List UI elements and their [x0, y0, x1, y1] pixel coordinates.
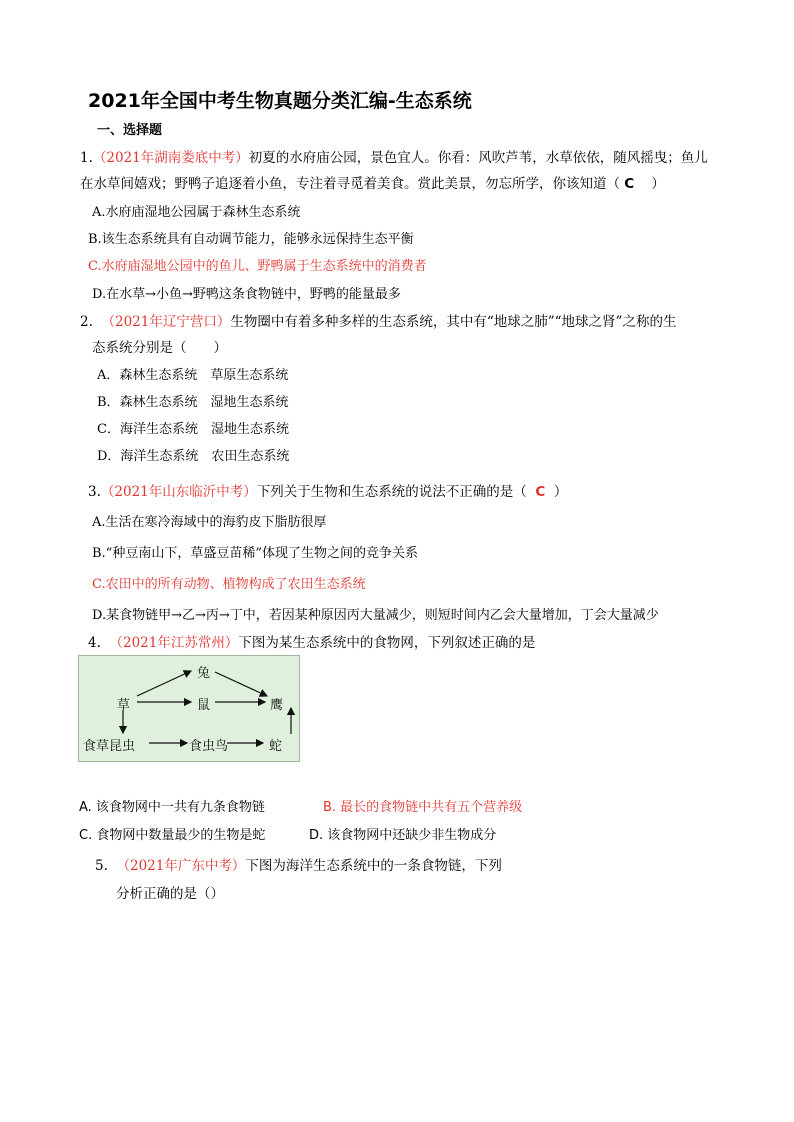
q2-line1 [80, 310, 676, 330]
q5-line2: 分析正确的是（） [116, 886, 224, 902]
q2-stem-1: 生物圈中有着多种多样的生态系统，其中有“地球之肺”“地球之肾”之称的生 [230, 314, 677, 330]
q3-option-a: A.生活在寒冷海域中的海豹皮下脂肪很厚 [92, 515, 327, 530]
arrow-rabbit-hawk [215, 672, 267, 696]
section-heading: 一、选择题 [97, 123, 163, 138]
q3-option-c: C.农田中的所有动物、植物构成了农田生态系统 [92, 577, 366, 592]
q1-option-d: D.在水草→小鱼→野鸭这条食物链中，野鸭的能量最多 [92, 287, 401, 302]
q2-option-c: C．海洋生态系统 湿地生态系统 [97, 422, 289, 437]
q2-option-d: D．海洋生态系统 农田生态系统 [97, 449, 290, 464]
q4-option-d: D. 该食物网中还缺少非生物成分 [309, 828, 497, 843]
q3-answer: C [535, 484, 546, 500]
q5-number: 5. [95, 858, 108, 874]
q4-option-a: A. 该食物网中一共有九条食物链 [79, 800, 265, 815]
node-mouse: 鼠 [197, 698, 211, 713]
q3-option-d: D.某食物链甲→乙→丙→丁中，若因某种原因丙大量减少，则短时间内乙会大量增加，丁会大量减少 [92, 608, 659, 623]
q2-option-a: A．森林生态系统 草原生态系统 [97, 368, 289, 383]
q2-line2: 态系统分别是（ ） [92, 340, 227, 356]
document-title: 2021年全国中考生物真题分类汇编-生态系统 [88, 90, 472, 112]
node-insect: 食草昆虫 [83, 739, 136, 754]
q1-number: 1. [80, 150, 93, 166]
q3-stem-close: ） [553, 484, 568, 500]
q1-stem-1: 初夏的水府庙公园，景色宜人。你看：风吹芦苇，水草依依，随风摇曳；鱼儿 [248, 150, 708, 166]
q4-source: （2021年江苏常州） [109, 635, 239, 651]
q2-source: （2021年辽宁营口） [101, 314, 231, 330]
q3-number: 3. [88, 484, 101, 500]
q5-source: （2021年广东中考） [116, 858, 246, 874]
q5-line1 [95, 854, 502, 874]
q5-stem-1: 下图为海洋生态系统中的一条食物链，下列 [245, 858, 502, 874]
q1-source: （2021年湖南娄底中考） [92, 150, 249, 166]
q1-option-c: C.水府庙湿地公园中的鱼儿、野鸭属于生态系统中的消费者 [88, 259, 427, 274]
q1-line2 [80, 172, 665, 192]
q3-line1 [88, 480, 567, 500]
q3-option-b: B.“种豆南山下，草盛豆苗稀”体现了生物之间的竞争关系 [92, 546, 418, 561]
q2-option-b: B．森林生态系统 湿地生态系统 [97, 395, 289, 410]
food-web-diagram [78, 655, 300, 762]
q1-stem-2: 在水草间嬉戏；野鸭子追逐着小鱼，专注着寻觅着美食。赏此美景，勿忘所学，你该知道（ [80, 176, 620, 192]
q1-option-b: B.该生态系统具有自动调节能力，能够永远保持生态平衡 [88, 232, 414, 247]
node-hawk: 鹰 [270, 698, 284, 713]
arrow-grass-rabbit [137, 671, 191, 696]
q4-stem: 下图为某生态系统中的食物网，下列叙述正确的是 [238, 635, 536, 651]
q3-stem: 下列关于生物和生态系统的说法不正确的是（ [256, 484, 527, 500]
node-bird: 食虫鸟 [189, 739, 229, 754]
q1-stem-close: ） [651, 176, 665, 192]
q1-option-a: A.水府庙湿地公园属于森林生态系统 [92, 205, 301, 220]
q4-number: 4. [88, 635, 101, 651]
node-grass: 草 [117, 698, 131, 713]
q3-source: （2021年山东临沂中考） [100, 484, 257, 500]
q1-line1 [80, 146, 708, 166]
q4-option-c: C. 食物网中数量最少的生物是蛇 [79, 828, 266, 843]
node-rabbit: 兔 [197, 666, 211, 681]
q4-option-b: B. 最长的食物链中共有五个营养级 [323, 800, 523, 815]
node-snake: 蛇 [269, 739, 283, 754]
q2-number: 2. [80, 314, 93, 330]
q1-answer: C [624, 176, 635, 192]
q4-line1 [88, 631, 535, 651]
